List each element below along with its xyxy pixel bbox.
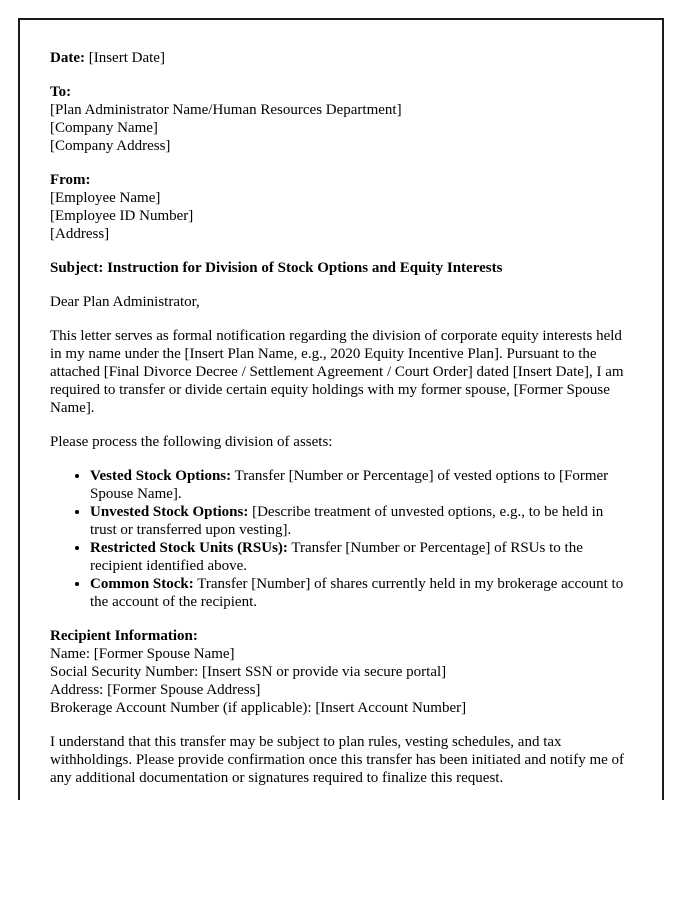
list-item xyxy=(90,539,632,575)
from-label: From: xyxy=(50,172,91,188)
date-value: [Insert Date] xyxy=(84,50,165,66)
date-line xyxy=(50,49,632,67)
recipient-line: Brokerage Account Number (if applicable): [Insert Account Number] xyxy=(50,700,467,716)
list-item xyxy=(90,503,632,539)
list-item-text: Transfer [Number or Percentage] of vested options to [Former Spouse Name]. xyxy=(90,468,609,502)
recipient-line: Social Security Number: [Insert SSN or provide via secure portal] xyxy=(50,664,447,680)
recipient-line: Address: [Former Spouse Address] xyxy=(50,682,261,698)
from-line: [Employee ID Number] xyxy=(50,208,194,224)
list-item xyxy=(90,467,632,503)
letter-border-box xyxy=(18,18,664,800)
list-item xyxy=(90,575,632,611)
subject-line xyxy=(50,259,632,277)
to-block xyxy=(50,83,632,155)
recipient-line: Name: [Former Spouse Name] xyxy=(50,646,235,662)
list-item-label: Unvested Stock Options: xyxy=(90,504,249,520)
asset-division-list xyxy=(50,467,632,611)
from-line: [Employee Name] xyxy=(50,190,161,206)
intro-paragraph: This letter serves as formal notification regarding the division of corporate equity interests held in my name under the [Insert Plan Name, e.g., 2020 Equity Incentive Plan]. Pursuant to the attached [Final Divorce Decree / Settlement Agreement / Court Order] dated [Insert Date], I am required to transfer or divide certain equity holdings with my former spouse, [Former Spouse Name]. xyxy=(50,328,624,416)
to-line: [Company Address] xyxy=(50,138,171,154)
recipient-block xyxy=(50,627,632,717)
closing-paragraph: I understand that this transfer may be subject to plan rules, vesting schedules, and tax withholdings. Please provide confirmation once this transfer has been initiated and notify me of any additional documentation or signatures required to finalize this request. xyxy=(50,734,625,786)
to-line: [Company Name] xyxy=(50,120,158,136)
list-item-label: Vested Stock Options: xyxy=(90,468,232,484)
subject-text: Subject: Instruction for Division of Stock Options and Equity Interests xyxy=(50,260,503,276)
to-label: To: xyxy=(50,84,72,100)
from-block xyxy=(50,171,632,243)
to-line: [Plan Administrator Name/Human Resources Department] xyxy=(50,102,402,118)
recipient-heading: Recipient Information: xyxy=(50,628,198,644)
list-item-text: Transfer [Number] of shares currently held in my brokerage account to the account of the recipient. xyxy=(90,576,624,610)
from-line: [Address] xyxy=(50,226,110,242)
salutation: Dear Plan Administrator, xyxy=(50,294,200,310)
process-line: Please process the following division of assets: xyxy=(50,434,333,450)
list-item-label: Restricted Stock Units (RSUs): xyxy=(90,540,288,556)
list-item-text: [Describe treatment of unvested options, e.g., to be held in trust or transferred upon vesting]. xyxy=(90,504,604,538)
list-item-label: Common Stock: xyxy=(90,576,194,592)
list-item-text: Transfer [Number or Percentage] of RSUs to the recipient identified above. xyxy=(90,540,583,574)
date-label: Date: xyxy=(50,50,85,66)
